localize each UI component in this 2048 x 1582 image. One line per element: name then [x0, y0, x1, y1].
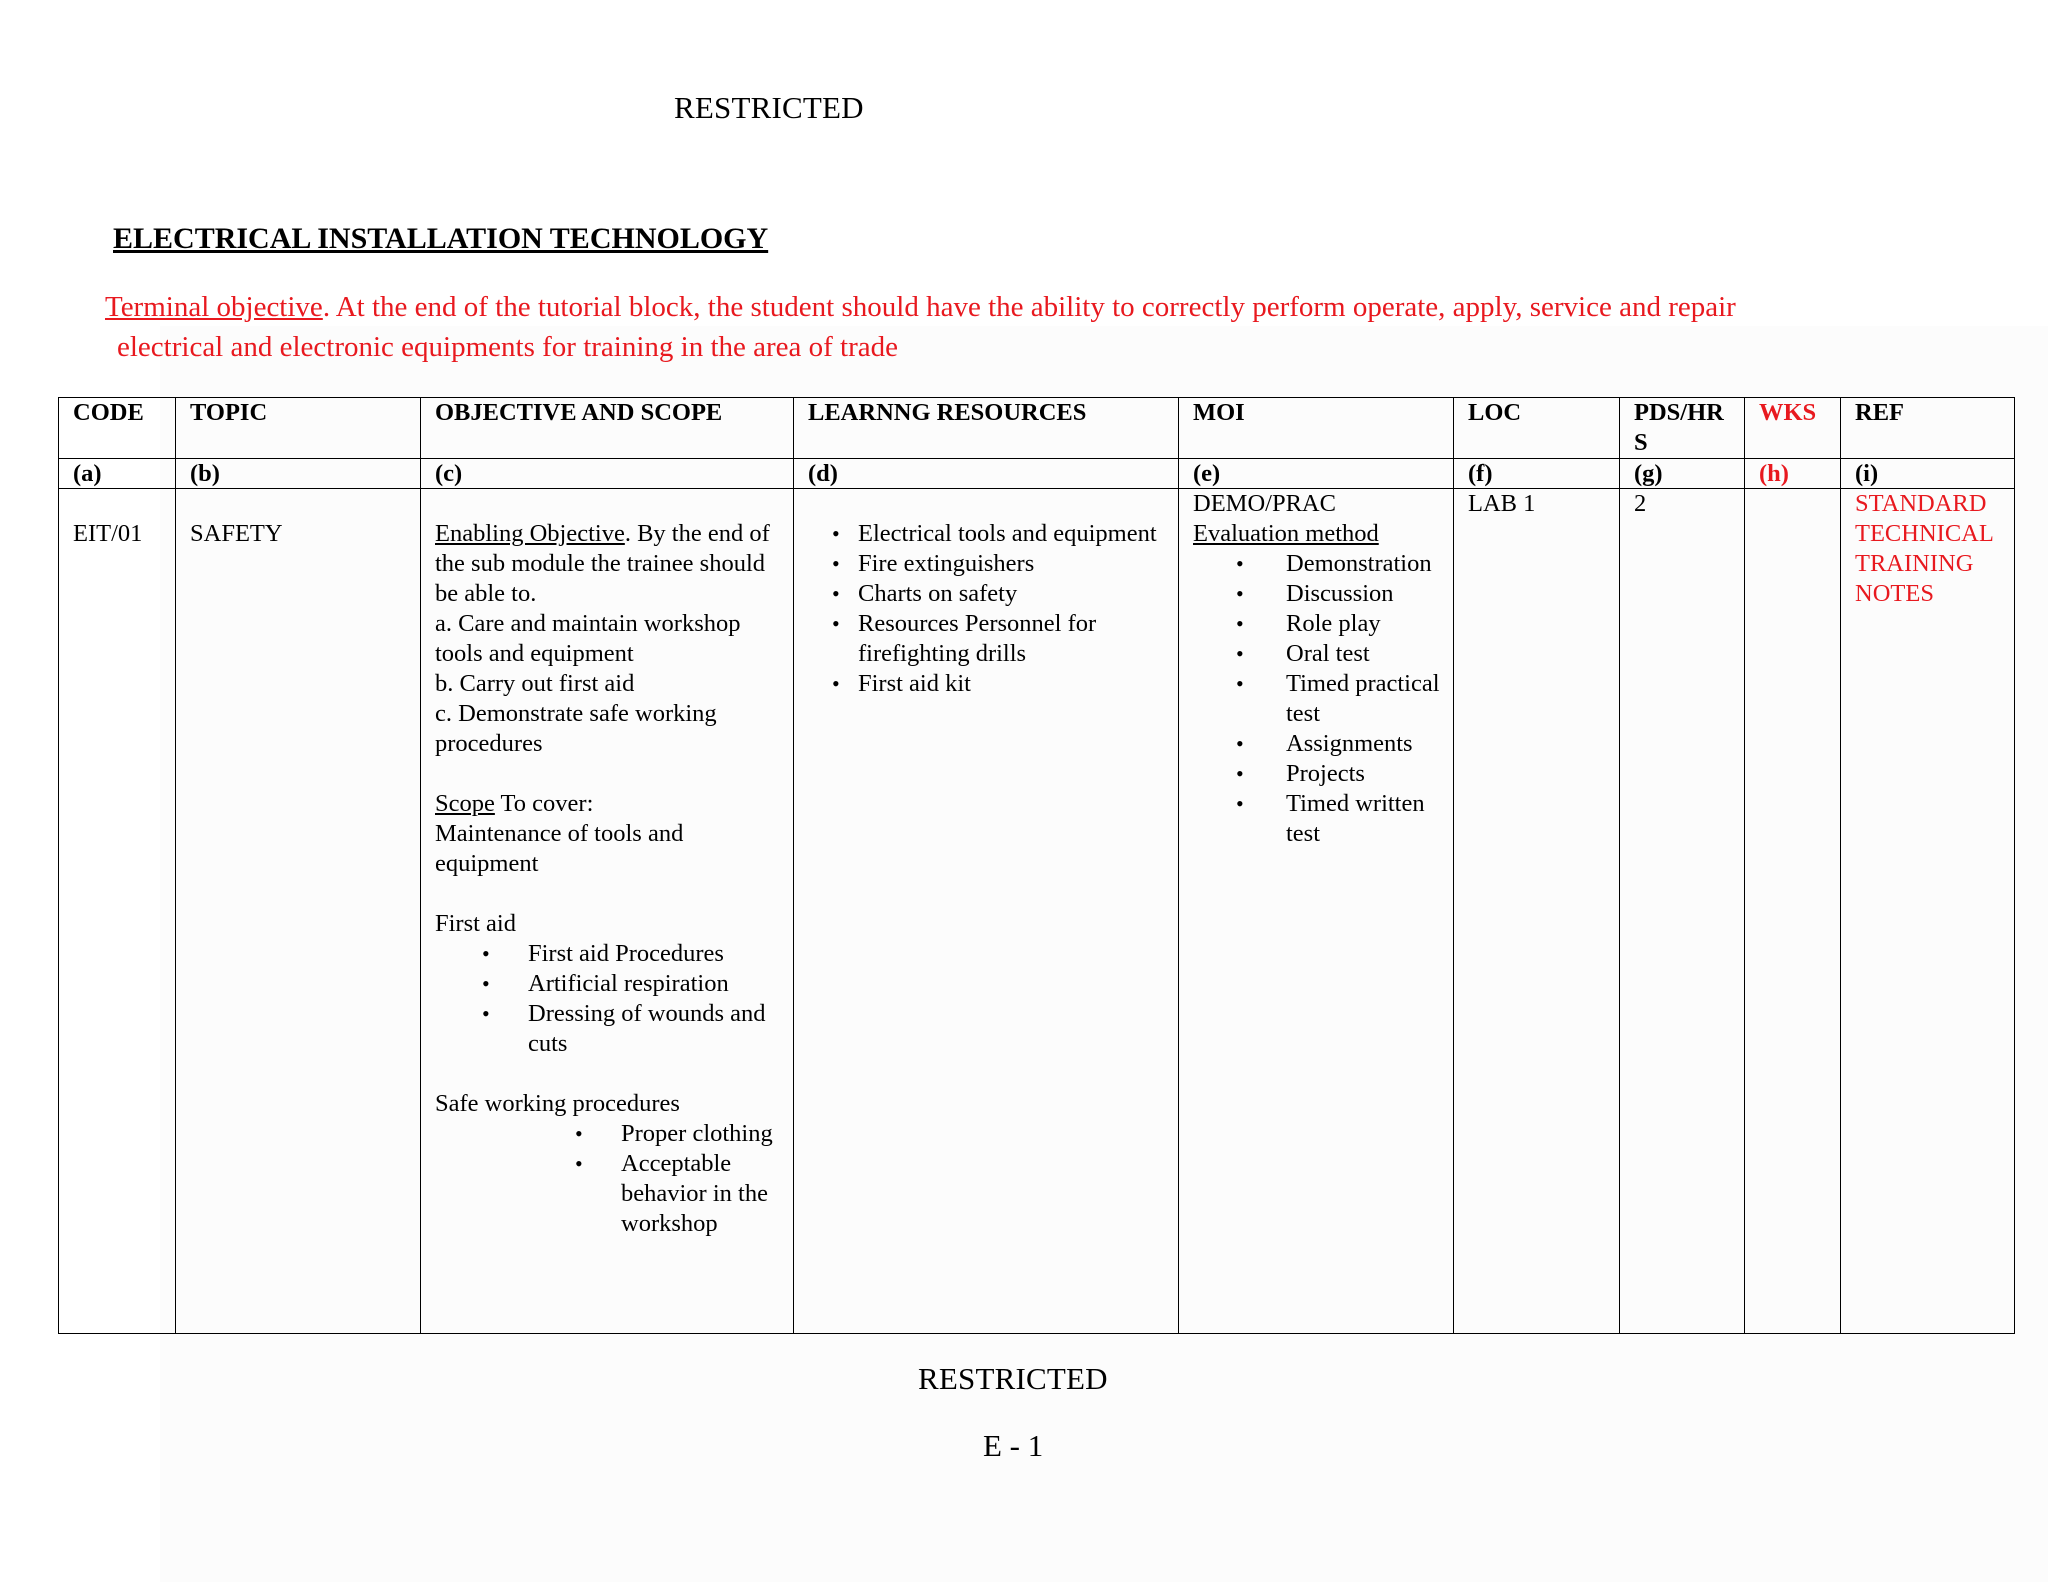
- scope: [435, 789, 783, 819]
- cell-pds: [1620, 489, 1745, 1334]
- letter-f: (f): [1454, 459, 1620, 489]
- ref-value: STANDARD TECHNICAL TRAINING NOTES: [1855, 490, 1993, 607]
- safe-procedures-list: [435, 1119, 783, 1239]
- letter-e: (e): [1179, 459, 1454, 489]
- objective-item: a. Care and maintain workshop tools and equipment: [435, 610, 741, 667]
- letter-a: (a): [59, 459, 176, 489]
- list-item: • Projects: [1286, 759, 1443, 789]
- list-item: • Resources Personnel for firefighting drills: [858, 609, 1168, 669]
- table-row: [59, 489, 2015, 1334]
- page-number: E - 1: [983, 1428, 1044, 1463]
- list-item: • Role play: [1286, 609, 1443, 639]
- moi-heading: DEMO/PRAC: [1193, 490, 1336, 517]
- evaluation-list: [1193, 549, 1443, 849]
- header-moi: MOI: [1179, 398, 1454, 459]
- letter-b: (b): [176, 459, 421, 489]
- cell-resources: [794, 489, 1179, 1334]
- list-item: • Artificial respiration: [528, 969, 783, 999]
- letter-g: (g): [1620, 459, 1745, 489]
- evaluation-method-label: Evaluation method: [1193, 520, 1379, 547]
- list-item: • Timed practical test: [1286, 669, 1443, 729]
- header-topic: TOPIC: [176, 398, 421, 459]
- first-aid-heading: First aid: [435, 910, 516, 937]
- syllabus-table: [58, 397, 2015, 1334]
- cell-wks: [1745, 489, 1841, 1334]
- list-item: • Electrical tools and equipment: [858, 519, 1168, 549]
- enabling-objective-text: . By the end of the sub module the trainee should be able to.: [435, 520, 770, 607]
- letter-h: (h): [1745, 459, 1841, 489]
- cell-moi: [1179, 489, 1454, 1334]
- list-item: • Timed written test: [1286, 789, 1443, 849]
- scope-text: To cover:: [494, 790, 594, 817]
- security-marking-top: RESTRICTED: [674, 90, 864, 125]
- objective-item: b. Carry out first aid: [435, 670, 635, 697]
- code-value: EIT/01: [73, 520, 143, 547]
- security-marking-bottom: RESTRICTED: [918, 1361, 1108, 1396]
- safe-procedures-heading: Safe working procedures: [435, 1090, 680, 1117]
- first-aid-list: [435, 939, 783, 1059]
- terminal-objective-text: . At the end of the tutorial block, the student should have the ability to correctly perform operate, apply, service and repair: [322, 291, 1736, 323]
- scope-label: Scope: [435, 790, 495, 817]
- header-ref: REF: [1841, 398, 2015, 459]
- list-item: • Acceptable behavior in the workshop: [621, 1149, 783, 1239]
- header-pds: PDS/HR S: [1620, 398, 1745, 459]
- header-loc: LOC: [1454, 398, 1620, 459]
- topic-value: SAFETY: [190, 520, 283, 547]
- letter-c: (c): [421, 459, 794, 489]
- header-wks: WKS: [1745, 398, 1841, 459]
- header-row: [59, 398, 2015, 459]
- scope-line: Maintenance of tools and equipment: [435, 820, 684, 877]
- list-item: • Charts on safety: [858, 579, 1168, 609]
- column-letter-row: [59, 459, 2015, 489]
- list-item: • Assignments: [1286, 729, 1443, 759]
- cell-loc: [1454, 489, 1620, 1334]
- header-code: CODE: [59, 398, 176, 459]
- cell-objective: [421, 489, 794, 1334]
- list-item: • First aid Procedures: [528, 939, 783, 969]
- letter-d: (d): [794, 459, 1179, 489]
- letter-i: (i): [1841, 459, 2015, 489]
- resources-list: [808, 519, 1168, 699]
- loc-value: LAB 1: [1468, 490, 1536, 517]
- cell-code: [59, 489, 176, 1334]
- list-item: • Demonstration: [1286, 549, 1443, 579]
- cell-topic: [176, 489, 421, 1334]
- header-objective: OBJECTIVE AND SCOPE: [421, 398, 794, 459]
- enabling-objective: [435, 519, 783, 609]
- terminal-objective-label: Terminal objective: [105, 291, 323, 323]
- list-item: • Discussion: [1286, 579, 1443, 609]
- document-title: ELECTRICAL INSTALLATION TECHNOLOGY: [113, 222, 769, 255]
- terminal-objective: [105, 287, 1955, 367]
- terminal-objective-text-continued: electrical and electronic equipments for training in the area of trade: [117, 331, 899, 363]
- objective-item: c. Demonstrate safe working procedures: [435, 700, 717, 757]
- enabling-objective-label: Enabling Objective: [435, 520, 625, 547]
- list-item: • Proper clothing: [621, 1119, 783, 1149]
- pds-value: 2: [1634, 490, 1647, 517]
- cell-ref: [1841, 489, 2015, 1334]
- list-item: • Oral test: [1286, 639, 1443, 669]
- list-item: • First aid kit: [858, 669, 1168, 699]
- header-resources: LEARNNG RESOURCES: [794, 398, 1179, 459]
- list-item: • Dressing of wounds and cuts: [528, 999, 783, 1059]
- list-item: • Fire extinguishers: [858, 549, 1168, 579]
